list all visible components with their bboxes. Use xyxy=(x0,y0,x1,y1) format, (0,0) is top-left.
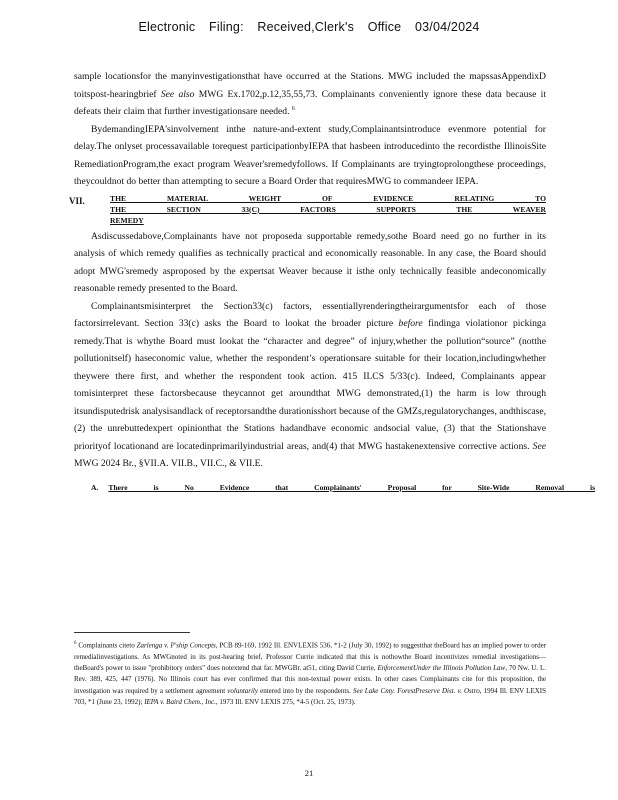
footnote-voluntarily: voluntarily xyxy=(227,686,258,695)
footnote-source-title: EnforcementUnder the Illinois Pollution Law xyxy=(377,663,506,672)
section-heading xyxy=(69,193,546,226)
before-emphasis: before xyxy=(398,318,423,329)
footnote-mark: 6 xyxy=(74,641,77,646)
see-also-signal: See also xyxy=(160,88,195,100)
footnote-text-4: entered into by the respondents. xyxy=(260,686,351,695)
page-number: 21 xyxy=(304,768,314,778)
paragraph-4-text-b: findinga violationor pickinga remedy.That is whythe Board must lookat the “character and degree” of injury,whether the pollution“source” (notthe pollutionitself) haseconomic value, whether the respondent’s operationsare suitable for their location,includingwhether theywere there first, and whether the respondent took action. 415 ILCS 5/33(c). Indeed, Complainants appear tomisinterpret these factorsbecause theycannot get aroundthat MWG demonstrated,(1) the harm is low through itsundisputedrisk analysisandlack of receptorsandthe durationisshort because of the GMZs,regulatorychanges, andthiscase,(2) the unrebuttedexpert opinionthat the Stations hadandhave economic andsocial value, (3) that the Stationshave priorityof locationand are locatedinprimarilyindustrial areas, and(4) that MWG hastakenextensive corrective actions. xyxy=(74,318,546,452)
paragraph-1 xyxy=(74,68,546,121)
footnote-text-1: Complainants citeto xyxy=(78,641,135,650)
section-number: VII. xyxy=(69,195,85,206)
footnote-case-2: See Lake Cnty. ForestPreserve Dist. v. Ostro xyxy=(352,686,480,695)
footnote-text-6: , 1973 Ill. ENV LEXIS 275, *4-5 (Oct. 25, 1973). xyxy=(215,697,356,706)
footnote-reference: 6 xyxy=(291,105,295,112)
paragraph-2: BydemandingIEPA'sinvolvement inthe nature-and-extent study,Complainantsintroduce evenmore potential for delay.The onlyset processavailable torequest participationbyIEPA that hasbeen introducedinto the recordisthe IllinoisSite RemediationProgram,the exact program Weaver'sremedyfollows. If Complainants are tryingtoprolongthese proceedings, theycouldnot do better than attempting to secure a Board Order that requiresMWG to commandeer IEPA. xyxy=(74,123,546,187)
footnote-case-1: Zarlenga v. P'ship Concepts xyxy=(136,641,216,650)
footnote-text-2: , PCB 89-169, 1992 Ill. ENVLEXIS 536, *1-2 (July 30, 1992) to suggestthat theBoard has an implied power to order remedialinvestigations. As MWGnoted in its post-hearing brief, Professor Currie indicated that this is nothowthe Board incentivizes remedial investigations—theBoard's power to issue "prohibitory orders" does notextend that far. MWGBr. at51, citing David Currie, xyxy=(74,641,547,672)
section-title: THE MATERIAL WEIGHT OF EVIDENCE RELATING TO THE SECTION 33(C) FACTORS SUPPORTS THE WEAVER REMEDY xyxy=(110,193,546,225)
paragraph-4-text-a: Complainantsmisinterpret the Section33(c) factors, essentiallyrenderingtheirargumentsfor each of those factorsirrelevant. Section 33(c) asks the Board to lookat the broader picture xyxy=(74,300,546,329)
paragraph-4-text-c: MWG 2024 Br., §VII.A. VII.B., VII.C., & VII.E. xyxy=(74,458,263,469)
footnote-case-3: IEPA v. Baird Chem., Inc. xyxy=(144,697,216,706)
paragraph-1-text: sample locationsfor the manyinvestigationsthat have occurred at the Stations. MWG included the mapssasAppendixD toitspost-hearingbrief xyxy=(74,71,546,100)
footnote-text-5: , 1994 Ill. ENV LEXIS 703, *1 (June 23, 1992); xyxy=(74,686,547,706)
filing-header: Electronic Filing: Received,Clerk's Office 03/04/2024 xyxy=(138,20,480,34)
footnote-divider xyxy=(74,632,190,633)
subsection-letter: A. xyxy=(91,482,99,492)
subsection-title: There is No Evidence that Complainants' Proposal for Site-Wide Removal is xyxy=(108,482,596,492)
paragraph-4 xyxy=(74,298,546,473)
paragraph-1-rest: MWG Ex.1702,p.12,35,55,73. Complainants conveniently ignore these data because it defeats their claim that further investigationsare needed. xyxy=(74,88,546,117)
footnote xyxy=(74,638,546,708)
see-signal: See xyxy=(532,440,546,452)
subsection-heading xyxy=(74,479,596,497)
paragraph-3: Asdiscussedabove,Complainants have not proposeda supportable remedy,sothe Board need go no further in its analysis of which remedy qualifies as technically practical and economically reasonable. In any case, the Board should adopt MWG'sremedy asproposed by the expertsat Weaver because it isthe only technically feasible andeconomically reasonable remedy presented to the Board. xyxy=(74,230,546,294)
footnote-text-3: , 70 Nw. U. L. Rev. 389, 425, 447 (1976). No Illinois court has ever confirmed that this non-textual power exists. In other cases Complainants cite for this proposition, the investigation was required by a settlement agreement xyxy=(74,663,547,695)
body-text xyxy=(69,68,596,496)
